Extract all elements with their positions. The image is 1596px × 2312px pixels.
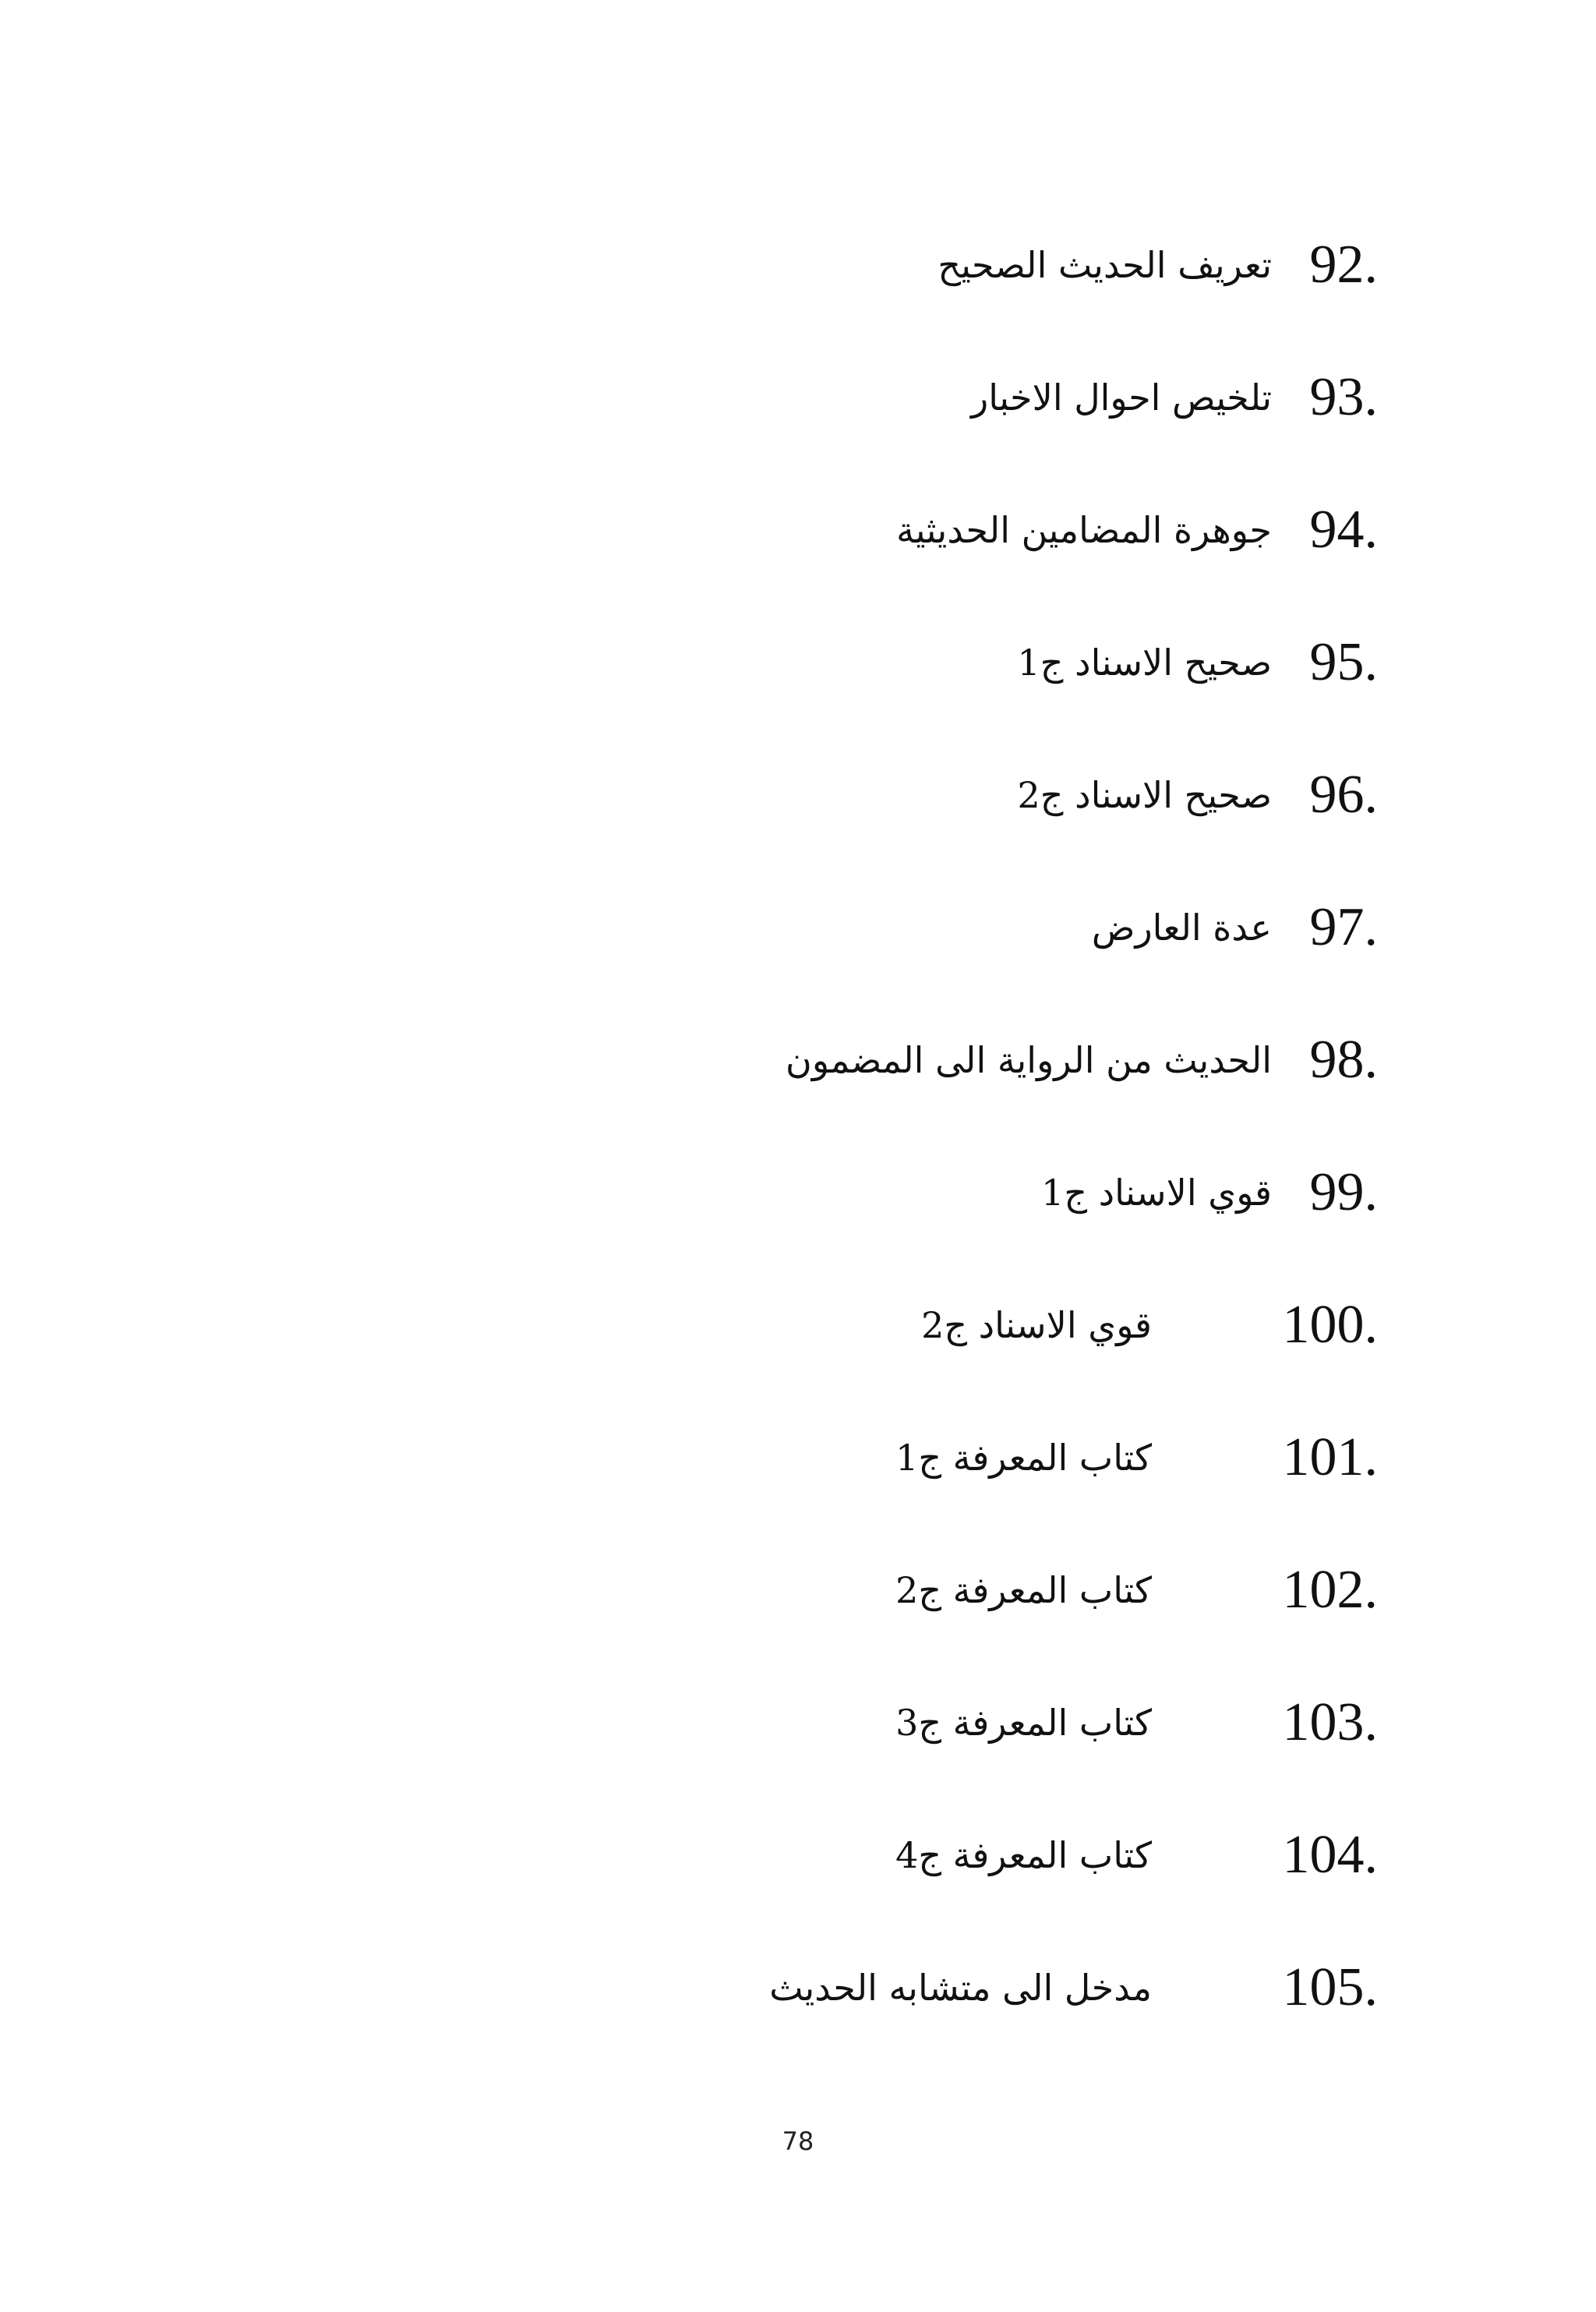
- list-item: [769, 1945, 1378, 2031]
- list-item-title: قوي الاسناد ج1: [1041, 1172, 1272, 1214]
- list-item-title: كتاب المعرفة ج2: [895, 1569, 1152, 1611]
- list-item: [1018, 620, 1378, 705]
- list-item-number: 105.: [1282, 1957, 1378, 2017]
- list-item-title: الحديث من الرواية الى المضمون: [786, 1039, 1272, 1081]
- list-item: [786, 1017, 1378, 1103]
- list-item: [895, 1680, 1378, 1766]
- list-item-number: 92.: [1309, 235, 1378, 295]
- list-item-number: 95.: [1309, 632, 1378, 692]
- list-item-number: 98.: [1309, 1030, 1378, 1090]
- list-item-title: عدة العارض: [1091, 907, 1272, 949]
- list-item-number: 104.: [1282, 1825, 1378, 1885]
- list-item-number: 101.: [1282, 1427, 1378, 1487]
- list-item-title: مدخل الى متشابه الحديث: [769, 1967, 1152, 2009]
- list-item-title: صحيح الاسناد ج2: [1017, 774, 1272, 816]
- list-item-title: تلخيص احوال الاخبار: [971, 376, 1272, 419]
- list-item: [1018, 752, 1378, 838]
- list-item-number: 99.: [1309, 1162, 1378, 1222]
- list-item: [937, 222, 1378, 308]
- list-item: [895, 1812, 1378, 1898]
- list-item-number: 93.: [1309, 367, 1378, 427]
- list-item-title: صحيح الاسناد ج1: [1017, 642, 1272, 684]
- list-item-title: كتاب المعرفة ج4: [895, 1834, 1152, 1876]
- list-item: [971, 355, 1378, 440]
- list-item-title: جوهرة المضامين الحديثية: [896, 509, 1272, 551]
- list-item: [1092, 885, 1378, 970]
- list-item-number: 96.: [1309, 765, 1378, 825]
- list-item-title: كتاب المعرفة ج1: [895, 1437, 1152, 1479]
- list-item: [1041, 1150, 1378, 1236]
- list-item-number: 103.: [1282, 1692, 1378, 1752]
- list-item: [895, 1547, 1378, 1633]
- list-item-number: 100.: [1282, 1295, 1378, 1355]
- list-item: [895, 1415, 1378, 1501]
- list-item-title: كتاب المعرفة ج3: [895, 1702, 1152, 1744]
- list-item-number: 94.: [1309, 500, 1378, 560]
- list-item-number: 97.: [1309, 897, 1378, 957]
- list-item-title: تعريف الحديث الصحيح: [937, 244, 1272, 286]
- page-number: 78: [782, 2126, 814, 2156]
- list-item-number: 102.: [1282, 1560, 1378, 1620]
- list-item-title: قوي الاسناد ج2: [921, 1304, 1152, 1346]
- list-item: [896, 487, 1378, 573]
- list-item: [921, 1282, 1378, 1368]
